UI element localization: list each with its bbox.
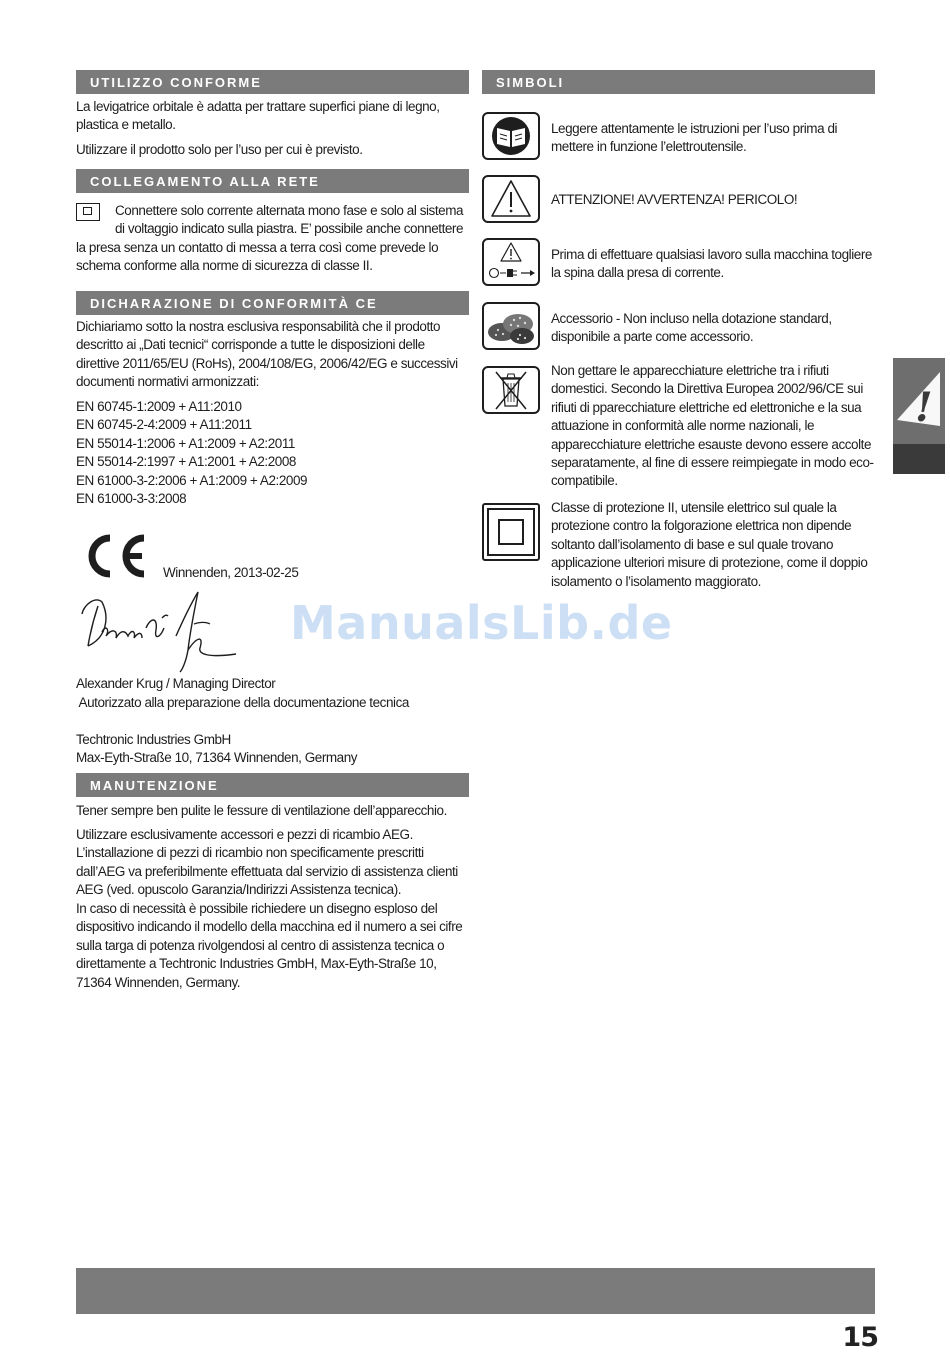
footer-bar [76, 1268, 875, 1314]
section-header-manutenzione: MANUTENZIONE [76, 773, 469, 797]
standard-item: EN 61000-3-3:2008 [76, 491, 187, 507]
symbol-text: Prima di effettuare qualsiasi lavoro sulla macchina togliere la spina dalla presa di corrente. [551, 247, 872, 281]
page-number: 15 [842, 1322, 878, 1353]
side-tab [893, 358, 945, 474]
crossed-bin-icon [482, 366, 540, 414]
section-header-simboli: SIMBOLI [482, 70, 875, 94]
symbol-text: Leggere attentamente le istruzioni per l’uso prima di mettere in funzione l’elettroutensile. [551, 121, 838, 155]
utilizzo-paragraph-1: La levigatrice orbitale è adatta per trattare superfici piane di legno, plastica e metallo. [76, 99, 440, 133]
watermark-text: ManualsLib.de [290, 596, 673, 650]
place-date: Winnenden, 2013-02-25 [163, 565, 299, 580]
symbol-text: Accessorio - Non incluso nella dotazione standard, disponibile a parte come accessorio. [551, 311, 832, 345]
conformita-paragraph: Dichiariamo sotto la nostra esclusiva responsabilità che il prodotto descritto ai „Dati tecnici“ corrisponde a tutte le disposizioni delle direttive 2011/65/EU (RoHs), 2004/108/EG, 2006/42/EG e successivi documenti normativi armonizzati: [76, 319, 458, 390]
standard-item: EN 60745-1:2009 + A11:2010 [76, 399, 242, 414]
standards-list [76, 398, 469, 508]
manutenzione-paragraph-3: In caso di necessità è possibile richiedere un disegno esploso del dispositivo indicando il modello della macchina ed il numero a sei cifre sulla targa di potenza rivolgendosi al centro di assistenza tecnica o direttamente a Techtronic Industries GmbH, Max-Eyth-Straße 10, 71364 Winnenden, Germany. [76, 901, 463, 990]
class-ii-square-icon [76, 203, 100, 221]
standard-item: EN 60745-2-4:2009 + A11:2011 [76, 417, 252, 433]
standard-item: EN 55014-1:2006 + A1:2009 + A2:2011 [76, 435, 295, 451]
symbol-text: Non gettare le apparecchiature elettriche tra i rifiuti domestici. Secondo la Direttiva Europea 2002/96/CE sui rifiuti di pparecchiature elettriche ed elettroniche e la sua attuazione in conformità alle norme nazionali, le apparecchiature elettriche esauste devono essere accolte separatamente, al fine di essere reimpiegate in modo eco-compatibile. [551, 363, 874, 489]
rete-paragraph-block [76, 202, 469, 276]
left-column [76, 70, 469, 1000]
manutenzione-paragraph-2: Utilizzare esclusivamente accessori e pezzi di ricambio AEG. L’installazione di pezzi di ricambio non specificamente prescritti dall’AEG va preferibilmente effettuata dal servizio di assistenza clienti AEG (ved. opuscolo Garanzia/Indirizzi Assistenza tecnica). [76, 827, 458, 898]
manutenzione-paragraph-1: Tener sempre ben pulite le fessure di ventilazione dell’apparecchio. [76, 803, 447, 818]
signer-name: Alexander Krug / Managing Director [76, 676, 276, 691]
section-header-conformita: DICHARAZIONE DI CONFORMITÀ CE [76, 291, 469, 315]
standard-item: EN 55014-2:1997 + A1:2001 + A2:2008 [76, 454, 296, 470]
class-ii-square-icon [482, 503, 540, 561]
side-tab-highlight [893, 358, 945, 444]
exclamation-icon [893, 358, 945, 444]
section-header-utilizzo: UTILIZZO CONFORME [76, 70, 469, 94]
company-address: Max-Eyth-Straße 10, 71364 Winnenden, Germany [76, 750, 358, 765]
signature-image [76, 588, 246, 674]
section-header-rete: COLLEGAMENTO ALLA RETE [76, 169, 469, 193]
standard-item: EN 61000-3-2:2006 + A1:2009 + A2:2009 [76, 472, 308, 488]
sanding-discs-icon [482, 302, 540, 350]
unplug-warning-icon [482, 238, 540, 286]
authorized-note: Autorizzato alla preparazione della documentazione tecnica [76, 695, 409, 710]
symbol-text: ATTENZIONE! AVVERTENZA! PERICOLO! [551, 192, 798, 207]
symbol-text: Classe di protezione II, utensile elettrico sul quale la protezione contro la folgorazione elettrica non dipende soltanto dall’isolamento di base e sul quale trovano applicazione ulteriori misure di protezione, come il doppio isolamento o l’isolamento maggiorato. [551, 500, 868, 589]
company-name: Techtronic Industries GmbH [76, 732, 231, 747]
warning-triangle-icon [482, 175, 540, 223]
exclamation-glyph: ! [915, 384, 933, 431]
utilizzo-paragraph-2: Utilizzare il prodotto solo per l’uso per cui è previsto. [76, 142, 363, 157]
read-manual-icon [482, 112, 540, 160]
right-column [482, 70, 875, 610]
rete-paragraph: Connettere solo corrente alternata mono fase e solo al sistema di voltaggio indicato sulla piastra. E’ possibile anche connettere la presa senza un contatto di messa a terra così come prevede lo schema conforme alla norme di sicurezza di classe II. [76, 203, 464, 274]
ce-mark-logo [80, 532, 148, 580]
